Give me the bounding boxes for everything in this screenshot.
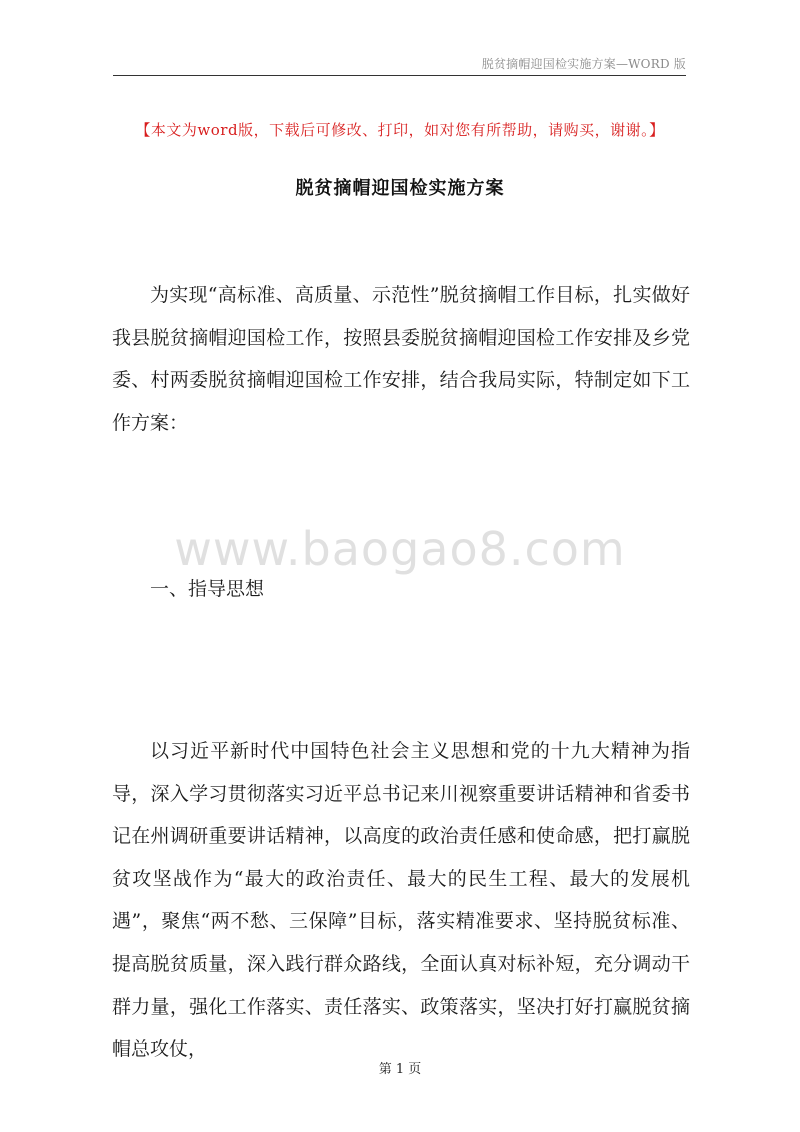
intro-paragraph: 为实现“高标准、高质量、示范性”脱贫摘帽工作目标，扎实做好我县脱贫摘帽迎国检工作，按照县委脱贫摘帽迎国检工作安排及乡党委、村两委脱贫摘帽迎国检工作安排，结合我局实际，特制定如下工作方案： [112,284,690,434]
guiding-ideology-paragraph: 以习近平新时代中国特色社会主义思想和党的十九大精神为指导，深入学习贯彻落实习近平总书记来川视察重要讲话精神和省委书记在州调研重要讲话精神，以高度的政治责任感和使命感，把打赢脱贫攻坚战作为“最大的政治责任、最大的民生工程、最大的发展机遇”，聚焦“两不愁、三保障”目标，落实精准要求、坚持脱贫标准、提高脱贫质量，深入践行群众路线，全面认真对标补短，充分调动干群力量，强化工作落实、责任落实、政策落实，坚决打好打赢脱贫摘帽总攻仗， [112,740,690,1061]
page-number: 第 1 页 [378,1062,422,1077]
section-heading-guiding-ideology: 一、指导思想 [150,578,265,600]
running-header: 脱贫摘帽迎国检实施方案—WORD 版 [481,57,686,71]
header-divider [113,75,686,76]
document-title: 脱贫摘帽迎国检实施方案 [295,178,505,199]
purchase-notice: 【本文为word版，下载后可修改、打印，如对您有所帮助，请购买，谢谢。】 [135,121,665,139]
site-watermark: www.baogao8.com [174,522,626,576]
